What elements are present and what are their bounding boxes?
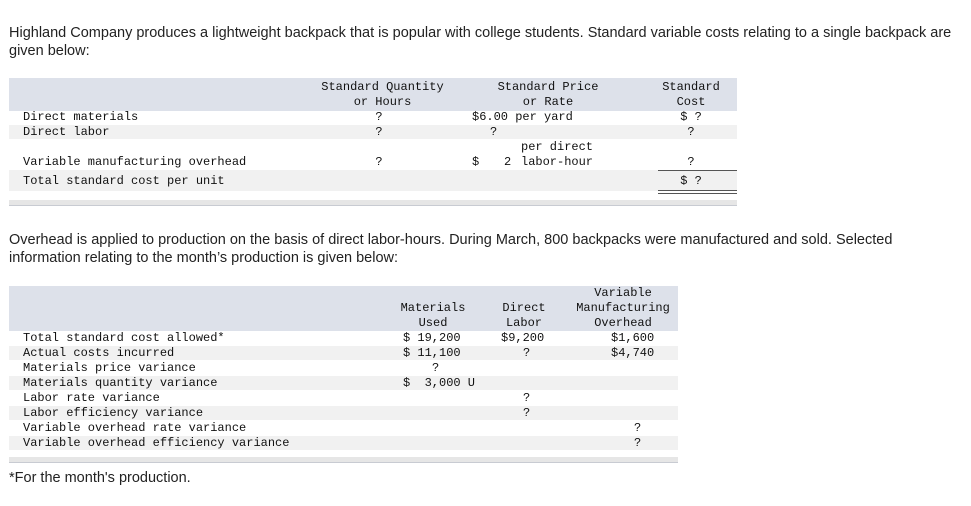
price-unit-per-direct: per direct [521,140,594,154]
cost-variable-overhead: ? [687,155,695,169]
total-double-rule-2 [658,193,737,194]
row-label-actual-costs: Actual costs incurred [23,346,175,360]
header-used: Used [418,316,448,330]
total-double-rule-1 [658,190,737,191]
row-label-total-standard-cost: Total standard cost per unit [23,174,225,188]
header-standard-quantity: Standard Quantity [321,80,444,94]
row-label-labor-efficiency-variance: Labor efficiency variance [23,406,204,420]
header-overhead: Overhead [594,316,652,330]
cost-direct-materials: $ ? [680,110,702,124]
overhead-rate-variance: ? [634,421,642,435]
row-label-variable-overhead: Variable manufacturing overhead [23,155,247,169]
row-label-direct-materials: Direct materials [23,110,139,124]
quantity-direct-materials: ? [375,110,383,124]
quantity-direct-labor: ? [375,125,383,139]
row-label-materials-price-variance: Materials price variance [23,361,196,375]
labor-efficiency-variance: ? [523,406,531,420]
row-label-overhead-rate-variance: Variable overhead rate variance [23,421,247,435]
header-standard: Standard [662,80,720,94]
price-variable-overhead: 2 [504,155,512,169]
header-standard-price: Standard Price [497,80,599,94]
overhead-efficiency-variance: ? [634,436,642,450]
materials-standard-cost: $ 19,200 [403,331,461,345]
header-direct: Direct [502,301,546,315]
table2-footer-bar [9,457,678,463]
header-or-hours: or Hours [353,95,412,109]
labor-standard-cost: $9,200 [501,331,545,345]
header-cost: Cost [676,95,706,109]
price-direct-labor: ? [490,125,498,139]
quantity-variable-overhead: ? [375,155,383,169]
cost-total-standard: $ ? [680,174,702,188]
header-or-rate: or Rate [522,95,574,109]
overhead-paragraph: Overhead is applied to production on the basis of direct labor-hours. During March, 800 backpacks were manufactured and sold. Selected information relating to the month’s production is given below: [9,232,893,266]
labor-rate-variance: ? [523,391,531,405]
header-manufacturing: Manufacturing [576,301,670,315]
row-label-total-standard-cost-allowed: Total standard cost allowed* [23,331,225,345]
row-label-direct-labor: Direct labor [23,125,110,139]
row-label-materials-quantity-variance: Materials quantity variance [23,376,218,390]
header-variable: Variable [594,286,652,300]
labor-actual-cost: ? [523,346,531,360]
header-labor: Labor [505,316,542,330]
overhead-actual-cost: $4,740 [611,346,655,360]
cost-direct-labor: ? [687,125,695,139]
price-direct-materials: $6.00 per yard [472,110,573,124]
materials-actual-cost: $ 11,100 [403,346,461,360]
intro-paragraph: Highland Company produces a lightweight backpack that is popular with college students. Standard variable costs relating to a single backpack are given below: [9,25,952,59]
materials-price-variance: ? [432,361,440,375]
header-materials: Materials [400,301,466,315]
price-unit-labor-hour: labor-hour [521,155,594,169]
footnote: *For the month's production. [9,470,191,486]
table1-footer-bar [9,200,737,206]
row-label-overhead-efficiency-variance: Variable overhead efficiency variance [23,436,290,450]
price-dollar-sign: $ [472,155,480,169]
materials-quantity-variance: $ 3,000 U [403,376,476,390]
row-label-labor-rate-variance: Labor rate variance [23,391,160,405]
total-top-rule [658,170,737,171]
overhead-standard-cost: $1,600 [611,331,655,345]
